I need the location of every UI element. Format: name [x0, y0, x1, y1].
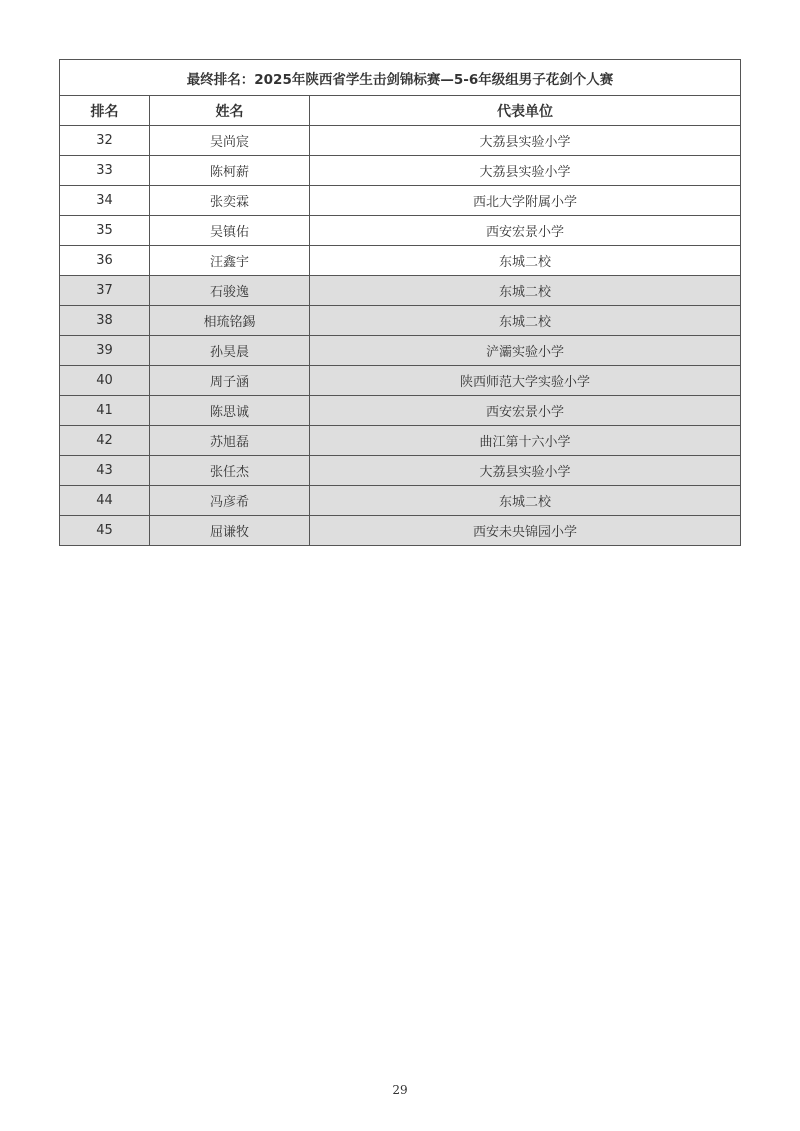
table-row [60, 306, 741, 336]
name-cell: 张任杰 [150, 456, 310, 486]
name-cell: 屈谦牧 [150, 516, 310, 546]
table-title: 最终排名：2025年陕西省学生击剑锦标赛—5-6年级组男子花剑个人赛 [60, 60, 741, 96]
name-cell: 汪鑫宇 [150, 246, 310, 276]
unit-cell: 西安宏景小学 [310, 396, 741, 426]
table-row [60, 246, 741, 276]
unit-cell: 陕西师范大学实验小学 [310, 366, 741, 396]
results-table [59, 59, 741, 546]
table-row [60, 516, 741, 546]
rank-cell: 36 [60, 246, 150, 276]
rank-cell: 43 [60, 456, 150, 486]
name-cell: 苏旭磊 [150, 426, 310, 456]
table-row [60, 456, 741, 486]
table-row [60, 156, 741, 186]
rank-cell: 38 [60, 306, 150, 336]
name-cell: 周子涵 [150, 366, 310, 396]
unit-cell: 浐灞实验小学 [310, 336, 741, 366]
table-row [60, 126, 741, 156]
title-row [60, 60, 741, 96]
header-row [60, 96, 741, 126]
rank-cell: 42 [60, 426, 150, 456]
rank-cell: 34 [60, 186, 150, 216]
unit-cell: 大荔县实验小学 [310, 456, 741, 486]
name-cell: 孙昊晨 [150, 336, 310, 366]
rank-cell: 40 [60, 366, 150, 396]
rank-cell: 33 [60, 156, 150, 186]
rank-cell: 32 [60, 126, 150, 156]
unit-cell: 东城二校 [310, 246, 741, 276]
table-row [60, 216, 741, 246]
table-row [60, 396, 741, 426]
name-cell: 陈柯薪 [150, 156, 310, 186]
unit-cell: 大荔县实验小学 [310, 156, 741, 186]
table-body [60, 126, 741, 546]
table-row [60, 186, 741, 216]
unit-cell: 东城二校 [310, 486, 741, 516]
table-row [60, 276, 741, 306]
rank-cell: 44 [60, 486, 150, 516]
name-cell: 石骏逸 [150, 276, 310, 306]
rank-cell: 41 [60, 396, 150, 426]
name-cell: 冯彦希 [150, 486, 310, 516]
name-cell: 吴尚宸 [150, 126, 310, 156]
table-row [60, 486, 741, 516]
unit-cell: 曲江第十六小学 [310, 426, 741, 456]
rank-header: 排名 [60, 96, 150, 126]
rank-cell: 39 [60, 336, 150, 366]
unit-header: 代表单位 [310, 96, 741, 126]
name-cell: 吴镇佑 [150, 216, 310, 246]
unit-cell: 西北大学附属小学 [310, 186, 741, 216]
page-number: 29 [392, 1083, 408, 1097]
rank-cell: 37 [60, 276, 150, 306]
table-row [60, 366, 741, 396]
unit-cell: 东城二校 [310, 276, 741, 306]
rank-cell: 45 [60, 516, 150, 546]
unit-cell: 东城二校 [310, 306, 741, 336]
unit-cell: 西安未央锦园小学 [310, 516, 741, 546]
table-row [60, 426, 741, 456]
name-cell: 张奕霖 [150, 186, 310, 216]
name-cell: 相琉铭錫 [150, 306, 310, 336]
unit-cell: 大荔县实验小学 [310, 126, 741, 156]
name-cell: 陈思诚 [150, 396, 310, 426]
rank-cell: 35 [60, 216, 150, 246]
table-row [60, 336, 741, 366]
name-header: 姓名 [150, 96, 310, 126]
unit-cell: 西安宏景小学 [310, 216, 741, 246]
